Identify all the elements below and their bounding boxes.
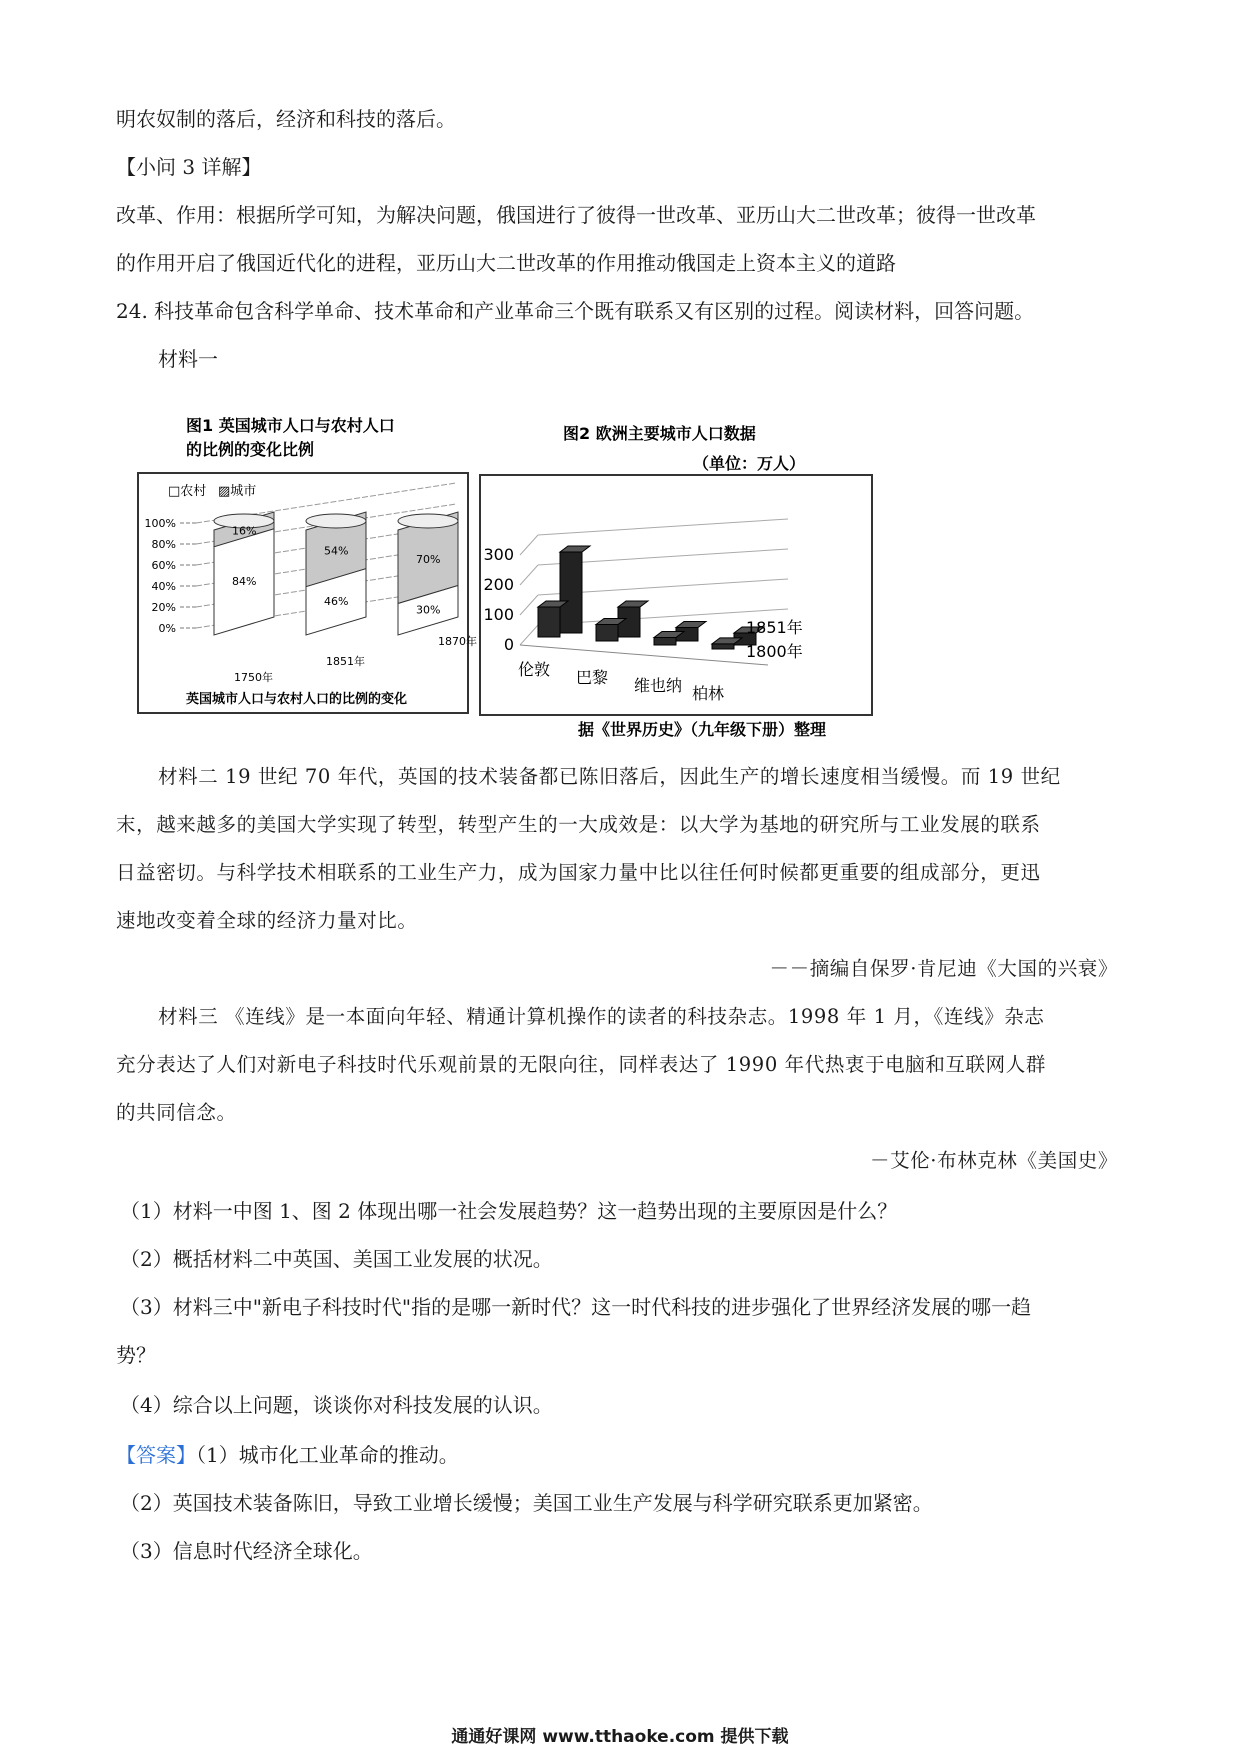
- fig2-gridline: [520, 595, 538, 615]
- fig2-x-label: 伦敦: [518, 660, 551, 679]
- figure-1-caption: 英国城市人口与农村人口的比例的变化: [186, 692, 408, 707]
- fig1-ytick: 100%: [144, 517, 176, 530]
- fig2-series-label: 1851年: [746, 618, 803, 637]
- figure-1-bands: [214, 512, 477, 684]
- figure-2-unit: （单位：万人）: [693, 454, 806, 473]
- text-line-1: 明农奴制的落后，经济和科技的落后。: [116, 107, 456, 131]
- fig2-bar: [654, 638, 676, 646]
- fig1-ytick: 40%: [151, 580, 176, 593]
- figure-2-bars: [538, 546, 764, 649]
- figure-1-title-line-2: 的比例的变化比例: [186, 440, 315, 459]
- fig2-gridline: [520, 625, 538, 645]
- question-2: （2）概括材料二中英国、美国工业发展的状况。: [120, 1247, 553, 1271]
- page-footer: 通通好课网 www.tthaoke.com 提供下载: [451, 1727, 789, 1747]
- figure-1-y-ticks: [145, 517, 176, 635]
- fig1-band-cap: [306, 514, 366, 528]
- fig2-ytick: 300: [483, 545, 514, 564]
- legend-urban: ▨城市: [218, 484, 257, 499]
- question-4: （4）综合以上问题，谈谈你对科技发展的认识。: [120, 1393, 553, 1417]
- fig2-bar: [560, 552, 582, 633]
- material-3-source: －艾伦·布林克林《美国史》: [870, 1149, 1118, 1172]
- fig1-ytick: 60%: [151, 559, 176, 572]
- fig2-series-label: 1800年: [746, 642, 803, 661]
- fig1-x-label: 1851年: [326, 655, 365, 668]
- answer-2: （2）英国技术装备陈旧，导致工业增长缓慢；美国工业生产发展与科学研究联系更加紧密。: [120, 1491, 933, 1515]
- fig2-bar-top: [676, 622, 706, 628]
- legend-rural: □农村: [168, 484, 207, 499]
- text-line-3: 改革、作用：根据所学可知，为解决问题，俄国进行了彼得一世改革、亚历山大二世改革；彼得一世改革: [116, 203, 1036, 227]
- fig1-ytick: 0%: [158, 622, 176, 635]
- fig2-ytick: 200: [483, 575, 514, 594]
- fig1-x-label: 1750年: [234, 671, 273, 684]
- fig2-x-label: 巴黎: [576, 668, 609, 687]
- figure-2: [478, 415, 878, 745]
- figure-1: [138, 415, 477, 715]
- fig1-urban-label: 16%: [232, 524, 257, 538]
- fig1-rural-label: 84%: [232, 574, 257, 588]
- material-3-line-2: 充分表达了人们对新电子科技时代乐观前景的无限向往，同样表达了 1990 年代热衷于电脑和互联网人群: [116, 1053, 1046, 1076]
- fig2-bar-top: [560, 546, 590, 552]
- fig2-x-label: 维也纳: [634, 676, 683, 695]
- material-2-line-2: 末，越来越多的美国大学实现了转型，转型产生的一大成效是：以大学为基地的研究所与工业发展的联系: [116, 813, 1041, 836]
- material-3-line-1: 材料三 《连线》是一本面向年轻、精通计算机操作的读者的科技杂志。1998 年 1 月，《连线》杂志: [158, 1005, 1045, 1028]
- fig1-rural-label: 30%: [416, 603, 441, 617]
- material-2-line-4: 速地改变着全球的经济力量对比。: [116, 909, 418, 932]
- fig1-urban-label: 70%: [416, 552, 441, 566]
- material-3-line-3: 的共同信念。: [116, 1101, 237, 1124]
- figure-1-title-line-1: 图1 英国城市人口与农村人口: [186, 416, 395, 435]
- answer-line-1: [116, 1440, 459, 1470]
- figure-2-title: 图2 欧洲主要城市人口数据: [563, 424, 756, 443]
- question-3: （3）材料三中"新电子科技时代"指的是哪一新时代？这一时代科技的进步强化了世界经济发展的哪一趋: [120, 1295, 1032, 1319]
- answer-1: （1）城市化工业革命的推动。: [196, 1443, 459, 1467]
- fig2-gridline: [520, 565, 538, 585]
- fig2-gridline: [520, 535, 538, 555]
- fig2-gridline: [538, 519, 788, 535]
- material-2-source: －－摘编自保罗·肯尼迪《大国的兴衰》: [769, 957, 1118, 980]
- material-2-line-1: 材料二 19 世纪 70 年代，英国的技术装备都已陈旧落后，因此生产的增长速度相当缓慢。而 19 世纪: [158, 765, 1061, 788]
- fig1-band-cap: [398, 514, 458, 528]
- fig1-rural-label: 46%: [324, 594, 349, 608]
- fig2-bar: [538, 607, 560, 637]
- text-line-4: 的作用开启了俄国近代化的进程，亚历山大二世改革的作用推动俄国走上资本主义的道路: [116, 251, 896, 275]
- fig1-ytick: 80%: [151, 538, 176, 551]
- fig1-band: [214, 512, 274, 684]
- fig2-bar-top: [618, 601, 648, 607]
- subquestion-heading: 【小问 3 详解】: [116, 155, 262, 179]
- fig1-x-label: 1870年: [438, 635, 477, 648]
- fig2-bar: [596, 625, 618, 642]
- fig1-band: [398, 512, 477, 648]
- material-2-line-3: 日益密切。与科学技术相联系的工业生产力，成为国家力量中比以往任何时候都更重要的组成部分，更迅: [116, 861, 1041, 884]
- answer-tag: 【答案】: [116, 1443, 196, 1467]
- figure-1-svg: [136, 413, 476, 723]
- fig2-ytick: 0: [503, 635, 514, 654]
- figure-2-source: 据《世界历史》（九年级下册）整理: [578, 720, 827, 739]
- question-24-stem: 24. 科技革命包含科学单命、技术革命和产业革命三个既有联系又有区别的过程。阅读材料，回答问题。: [116, 299, 1035, 323]
- fig2-x-label: 柏林: [692, 684, 725, 703]
- fig1-band: [306, 512, 366, 668]
- material-1-label: 材料一: [158, 347, 218, 371]
- question-3-cont: 势？: [116, 1343, 156, 1367]
- answer-3: （3）信息时代经济全球化。: [120, 1539, 373, 1563]
- question-1: （1）材料一中图 1、图 2 体现出哪一社会发展趋势？这一趋势出现的主要原因是什么？: [120, 1199, 898, 1223]
- figure-2-y-ticks: [483, 545, 514, 654]
- fig1-urban-label: 54%: [324, 544, 349, 558]
- fig1-ytick: 20%: [151, 601, 176, 614]
- figure-2-svg: [478, 415, 878, 745]
- fig2-bar: [712, 644, 734, 649]
- figure-2-categories: [518, 660, 724, 703]
- fig2-ytick: 100: [483, 605, 514, 624]
